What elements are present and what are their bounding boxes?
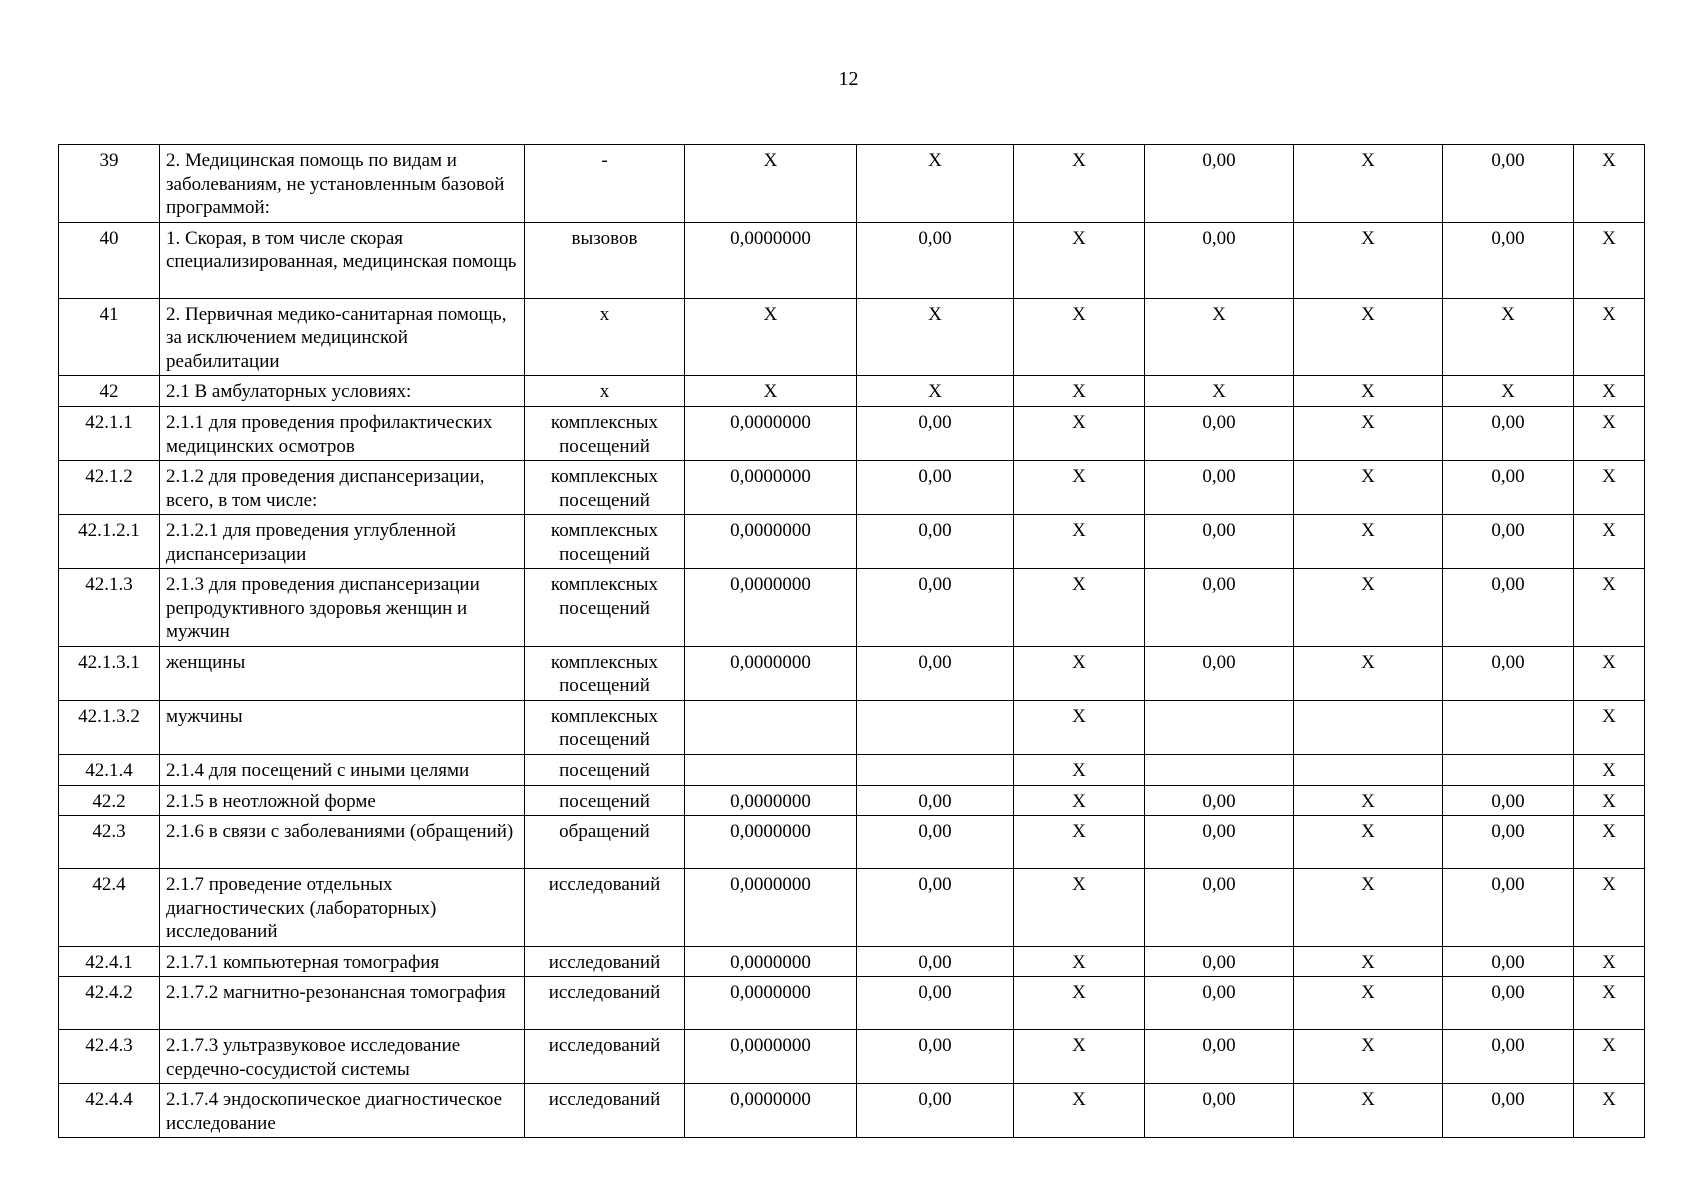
row-unit: х (525, 298, 685, 376)
row-value (857, 754, 1014, 785)
row-value: X (1574, 977, 1645, 1030)
row-value: 0,00 (1443, 222, 1574, 298)
row-name: женщины (160, 646, 525, 700)
row-name: 2.1 В амбулаторных условиях: (160, 376, 525, 407)
row-name: 2.1.6 в связи с заболеваниями (обращений) (160, 816, 525, 869)
table-row (59, 461, 1645, 515)
row-number: 42.4 (59, 869, 160, 947)
row-value: 0,0000000 (685, 785, 857, 816)
row-name: 2.1.7.3 ультразвуковое исследование сердечно-сосудистой системы (160, 1030, 525, 1084)
table-row (59, 785, 1645, 816)
row-value: X (857, 298, 1014, 376)
row-value (685, 754, 857, 785)
row-value: 0,0000000 (685, 515, 857, 569)
row-value: X (1574, 946, 1645, 977)
row-value: 0,00 (1443, 946, 1574, 977)
row-value: X (1574, 869, 1645, 947)
row-value: X (1014, 376, 1145, 407)
row-value: X (1294, 407, 1443, 461)
table-body (59, 145, 1645, 1138)
row-value: X (857, 145, 1014, 223)
row-value: 0,00 (1443, 816, 1574, 869)
row-value: 0,00 (857, 785, 1014, 816)
row-unit: комплексных посещений (525, 646, 685, 700)
row-name: 2. Медицинская помощь по видам и заболеваниям, не установленным базовой программой: (160, 145, 525, 223)
row-value: 0,0000000 (685, 569, 857, 647)
row-value: 0,00 (857, 1084, 1014, 1138)
row-value: X (1294, 869, 1443, 947)
row-number: 42.4.3 (59, 1030, 160, 1084)
row-value: 0,00 (1443, 1030, 1574, 1084)
table-row (59, 1084, 1645, 1138)
row-value: X (1294, 461, 1443, 515)
row-unit: исследований (525, 977, 685, 1030)
row-value: X (1145, 298, 1294, 376)
row-value: X (1574, 569, 1645, 647)
row-value: X (1294, 1084, 1443, 1138)
row-value: X (1294, 1030, 1443, 1084)
row-value: X (685, 376, 857, 407)
row-name: 2. Первичная медико-санитарная помощь, за исключением медицинской реабилитации (160, 298, 525, 376)
row-number: 42 (59, 376, 160, 407)
row-value (1145, 754, 1294, 785)
row-value: X (1574, 816, 1645, 869)
row-value: 0,0000000 (685, 646, 857, 700)
row-value: X (1014, 461, 1145, 515)
row-value: 0,0000000 (685, 461, 857, 515)
row-number: 42.1.1 (59, 407, 160, 461)
row-value: 0,00 (857, 222, 1014, 298)
row-value: X (1014, 977, 1145, 1030)
row-value: 0,00 (857, 515, 1014, 569)
row-number: 42.1.4 (59, 754, 160, 785)
row-unit: посещений (525, 785, 685, 816)
row-value: 0,00 (857, 569, 1014, 647)
row-value: 0,00 (1443, 515, 1574, 569)
row-value: 0,00 (1443, 407, 1574, 461)
row-value: 0,00 (1145, 515, 1294, 569)
row-value: X (1014, 1030, 1145, 1084)
row-value: 0,0000000 (685, 869, 857, 947)
row-value: X (1294, 222, 1443, 298)
row-value: X (685, 145, 857, 223)
row-unit: комплексных посещений (525, 407, 685, 461)
row-unit: исследований (525, 869, 685, 947)
row-value: X (1014, 869, 1145, 947)
row-unit: - (525, 145, 685, 223)
data-table (58, 144, 1645, 1138)
row-unit: обращений (525, 816, 685, 869)
row-unit: х (525, 376, 685, 407)
row-value (1443, 754, 1574, 785)
row-value: X (1014, 1084, 1145, 1138)
row-value: X (1014, 700, 1145, 754)
row-value: 0,00 (1145, 1084, 1294, 1138)
row-name: 2.1.2 для проведения диспансеризации, всего, в том числе: (160, 461, 525, 515)
row-value: 0,00 (1443, 646, 1574, 700)
row-value: X (1014, 222, 1145, 298)
table-row (59, 869, 1645, 947)
row-value: X (1574, 515, 1645, 569)
row-value: X (1294, 946, 1443, 977)
row-value: 0,00 (1145, 946, 1294, 977)
table-row (59, 754, 1645, 785)
row-value: X (1574, 222, 1645, 298)
row-value: 0,00 (1145, 785, 1294, 816)
row-name: 2.1.3 для проведения диспансеризации репродуктивного здоровья женщин и мужчин (160, 569, 525, 647)
row-value: 0,00 (1443, 977, 1574, 1030)
row-value: X (1294, 785, 1443, 816)
table-row (59, 816, 1645, 869)
table-row (59, 646, 1645, 700)
row-value: X (1294, 569, 1443, 647)
row-value: 0,00 (1145, 869, 1294, 947)
row-value: X (1014, 946, 1145, 977)
row-value: X (1574, 646, 1645, 700)
row-value: 0,00 (857, 869, 1014, 947)
row-unit: комплексных посещений (525, 461, 685, 515)
row-value: 0,00 (1145, 569, 1294, 647)
row-unit: комплексных посещений (525, 569, 685, 647)
row-value: X (1574, 461, 1645, 515)
row-value: 0,0000000 (685, 816, 857, 869)
table-row (59, 515, 1645, 569)
row-value: 0,00 (1145, 222, 1294, 298)
row-value (1294, 754, 1443, 785)
row-value: 0,0000000 (685, 1030, 857, 1084)
row-value: X (1014, 646, 1145, 700)
row-value: 0,00 (857, 946, 1014, 977)
row-value: X (685, 298, 857, 376)
row-value: X (1443, 376, 1574, 407)
row-name: 2.1.4 для посещений с иными целями (160, 754, 525, 785)
row-value: 0,0000000 (685, 222, 857, 298)
row-name: 2.1.7.2 магнитно-резонансная томография (160, 977, 525, 1030)
row-name: 2.1.1 для проведения профилактических медицинских осмотров (160, 407, 525, 461)
row-value: X (1574, 145, 1645, 223)
row-value: X (1294, 977, 1443, 1030)
row-number: 42.1.2 (59, 461, 160, 515)
table-row (59, 376, 1645, 407)
row-value: 0,00 (857, 816, 1014, 869)
row-value: 0,00 (1145, 646, 1294, 700)
row-value: 0,0000000 (685, 977, 857, 1030)
table-row (59, 298, 1645, 376)
row-value: X (1574, 407, 1645, 461)
row-name: 2.1.7 проведение отдельных диагностических (лабораторных) исследований (160, 869, 525, 947)
row-value: X (1574, 1030, 1645, 1084)
row-number: 42.1.3.1 (59, 646, 160, 700)
row-value: 0,00 (1443, 1084, 1574, 1138)
row-value: X (1294, 515, 1443, 569)
row-value: X (1574, 376, 1645, 407)
page-number: 12 (838, 68, 859, 90)
row-number: 42.2 (59, 785, 160, 816)
row-name: 2.1.5 в неотложной форме (160, 785, 525, 816)
row-value: 0,00 (1145, 816, 1294, 869)
row-value: X (1294, 298, 1443, 376)
row-value: 0,00 (1145, 407, 1294, 461)
row-value: X (1294, 646, 1443, 700)
row-name: мужчины (160, 700, 525, 754)
row-value: X (1443, 298, 1574, 376)
row-value: X (1014, 816, 1145, 869)
row-value: X (1014, 407, 1145, 461)
row-value: 0,00 (857, 461, 1014, 515)
row-value: X (1574, 298, 1645, 376)
row-value: 0,00 (857, 646, 1014, 700)
row-value: 0,0000000 (685, 1084, 857, 1138)
row-value: X (1574, 785, 1645, 816)
table-row (59, 569, 1645, 647)
row-name: 1. Скорая, в том числе скорая специализированная, медицинская помощь (160, 222, 525, 298)
row-unit: исследований (525, 1084, 685, 1138)
row-unit: вызовов (525, 222, 685, 298)
row-name: 2.1.7.1 компьютерная томография (160, 946, 525, 977)
row-value (1294, 700, 1443, 754)
row-value: X (1014, 515, 1145, 569)
row-value: 0,00 (857, 1030, 1014, 1084)
row-value: X (1574, 700, 1645, 754)
row-number: 42.4.2 (59, 977, 160, 1030)
row-value: X (1294, 376, 1443, 407)
row-value (1145, 700, 1294, 754)
row-value: X (857, 376, 1014, 407)
row-value: 0,00 (1443, 461, 1574, 515)
row-value: 0,00 (1443, 145, 1574, 223)
row-value: X (1014, 754, 1145, 785)
row-value: X (1145, 376, 1294, 407)
row-value: X (1014, 145, 1145, 223)
table-row (59, 977, 1645, 1030)
row-value: X (1574, 1084, 1645, 1138)
row-number: 42.4.1 (59, 946, 160, 977)
row-value (685, 700, 857, 754)
row-number: 39 (59, 145, 160, 223)
row-value: 0,00 (1443, 869, 1574, 947)
row-number: 42.1.3 (59, 569, 160, 647)
row-value: X (1014, 298, 1145, 376)
row-unit: исследований (525, 946, 685, 977)
row-value (1443, 700, 1574, 754)
table-row (59, 1030, 1645, 1084)
table-row (59, 145, 1645, 223)
row-value: 0,00 (1145, 1030, 1294, 1084)
row-value: 0,0000000 (685, 946, 857, 977)
row-value: 0,0000000 (685, 407, 857, 461)
row-number: 42.1.3.2 (59, 700, 160, 754)
row-unit: комплексных посещений (525, 515, 685, 569)
row-number: 41 (59, 298, 160, 376)
row-value: X (1014, 785, 1145, 816)
row-name: 2.1.7.4 эндоскопическое диагностическое исследование (160, 1084, 525, 1138)
row-value: 0,00 (1443, 785, 1574, 816)
table-row (59, 700, 1645, 754)
row-number: 40 (59, 222, 160, 298)
row-value: 0,00 (1443, 569, 1574, 647)
row-unit: исследований (525, 1030, 685, 1084)
row-value: X (1294, 816, 1443, 869)
table-row (59, 407, 1645, 461)
row-name: 2.1.2.1 для проведения углубленной диспансеризации (160, 515, 525, 569)
row-value (857, 700, 1014, 754)
table-row (59, 222, 1645, 298)
row-value: 0,00 (1145, 461, 1294, 515)
row-unit: посещений (525, 754, 685, 785)
row-number: 42.4.4 (59, 1084, 160, 1138)
row-value: 0,00 (1145, 977, 1294, 1030)
row-value: X (1014, 569, 1145, 647)
row-value: X (1574, 754, 1645, 785)
row-value: 0,00 (1145, 145, 1294, 223)
table-row (59, 946, 1645, 977)
row-value: 0,00 (857, 407, 1014, 461)
row-number: 42.1.2.1 (59, 515, 160, 569)
row-number: 42.3 (59, 816, 160, 869)
row-unit: комплексных посещений (525, 700, 685, 754)
row-value: 0,00 (857, 977, 1014, 1030)
row-value: X (1294, 145, 1443, 223)
